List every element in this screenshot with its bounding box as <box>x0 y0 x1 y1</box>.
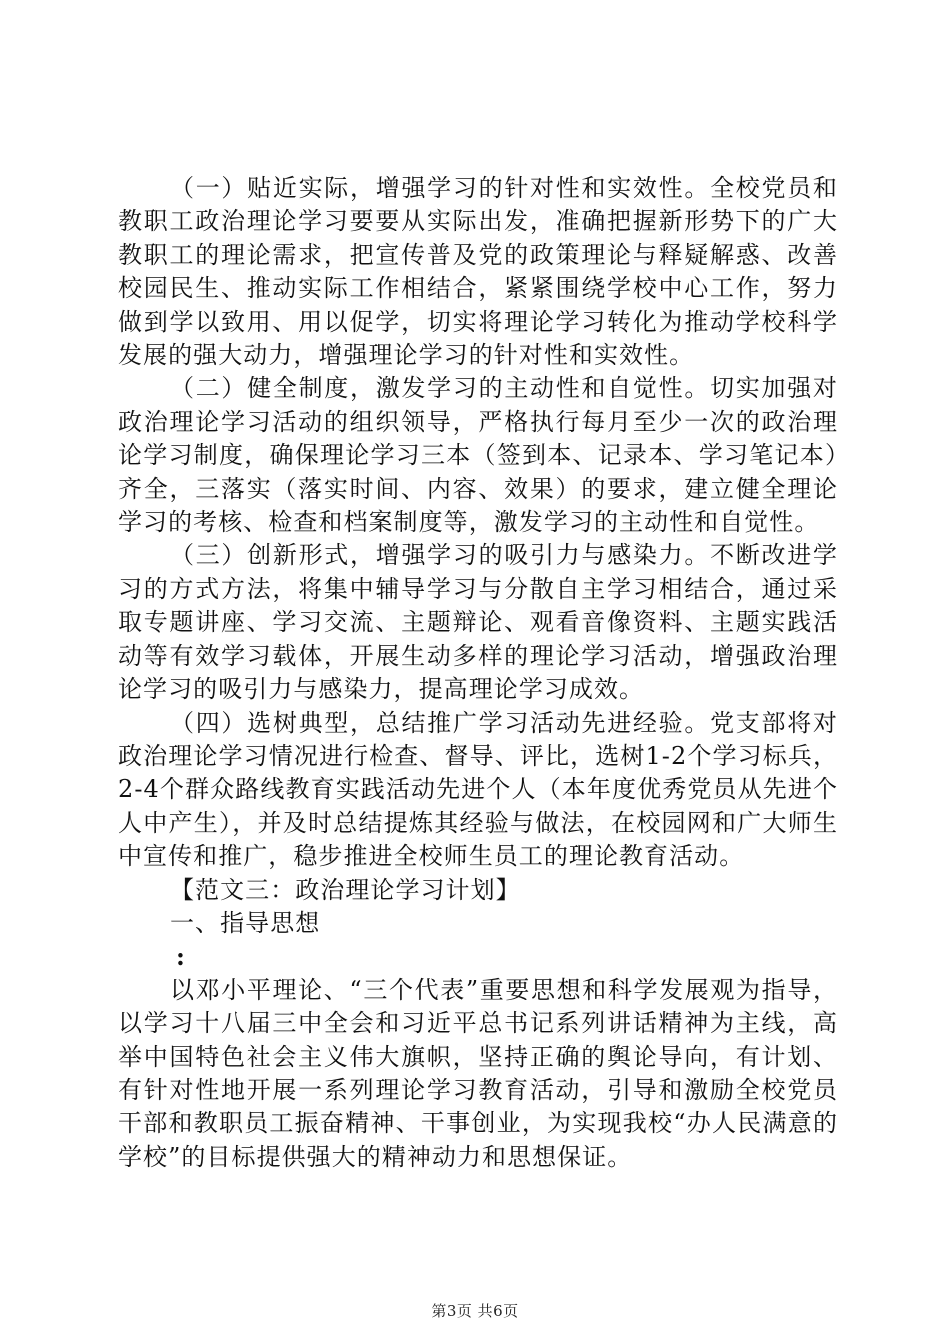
stray-colon: : <box>176 942 185 972</box>
paragraph-measure-2: （二）健全制度，激发学习的主动性和自觉性。切实加强对政治理论学习活动的组织领导，严格执行每月至少一次的政治理论学习制度，确保理论学习三本（签到本、记录本、学习笔记本）齐全，三落实（落实时间、内容、效果）的要求，建立健全理论学习的考核、检查和档案制度等，激发学习的主动性和自觉性。 <box>118 374 838 537</box>
guiding-paragraph: 以邓小平理论、“三个代表”重要思想和科学发展观为指导，以学习十八届三中全会和习近平总书记系列讲话精神为主线，高举中国特色社会主义伟大旗帜，坚持正确的舆论导向，有计划、有针对性地开展一系列理论学习教育活动，引导和激励全校党员干部和教职员工振奋精神、干事创业，为实现我校“办人民满意的学校”的目标提供强大的精神动力和思想保证。 <box>118 975 838 1171</box>
paragraph-measure-3: （三）创新形式，增强学习的吸引力与感染力。不断改进学习的方式方法，将集中辅导学习与分散自主学习相结合，通过采取专题讲座、学习交流、主题辩论、观看音像资料、主题实践活动等有效学习载体，开展生动多样的理论学习活动，增强政治理论学习的吸引力与感染力，提高理论学习成效。 <box>118 541 838 704</box>
paragraph-measure-4: （四）选树典型，总结推广学习活动先进经验。党支部将对政治理论学习情况进行检查、督导、评比，选树1-2个学习标兵，2-4个群众路线教育实践活动先进个人（本年度优秀党员从先进个人中产生），并及时总结提炼其经验与做法，在校园网和广大师生中宣传和推广，稳步推进全校师生员工的理论教育活动。 <box>118 708 838 871</box>
page-number-footer: 第3页 共6页 <box>431 1302 519 1320</box>
subsection-title: 一、指导思想 <box>170 908 321 937</box>
document-body <box>118 172 838 1174</box>
paragraph-measure-1: （一）贴近实际，增强学习的针对性和实效性。全校党员和教职工政治理论学习要要从实际出发，准确把握新形势下的广大教职工的理论需求，把宣传普及党的政策理论与释疑解惑、改善校园民生、推动实际工作相结合，紧紧围绕学校中心工作，努力做到学以致用、用以促学，切实将理论学习转化为推动学校科学发展的强大动力，增强理论学习的针对性和实效性。 <box>118 174 838 370</box>
section-title: 【范文三：政治理论学习计划】 <box>170 875 521 904</box>
